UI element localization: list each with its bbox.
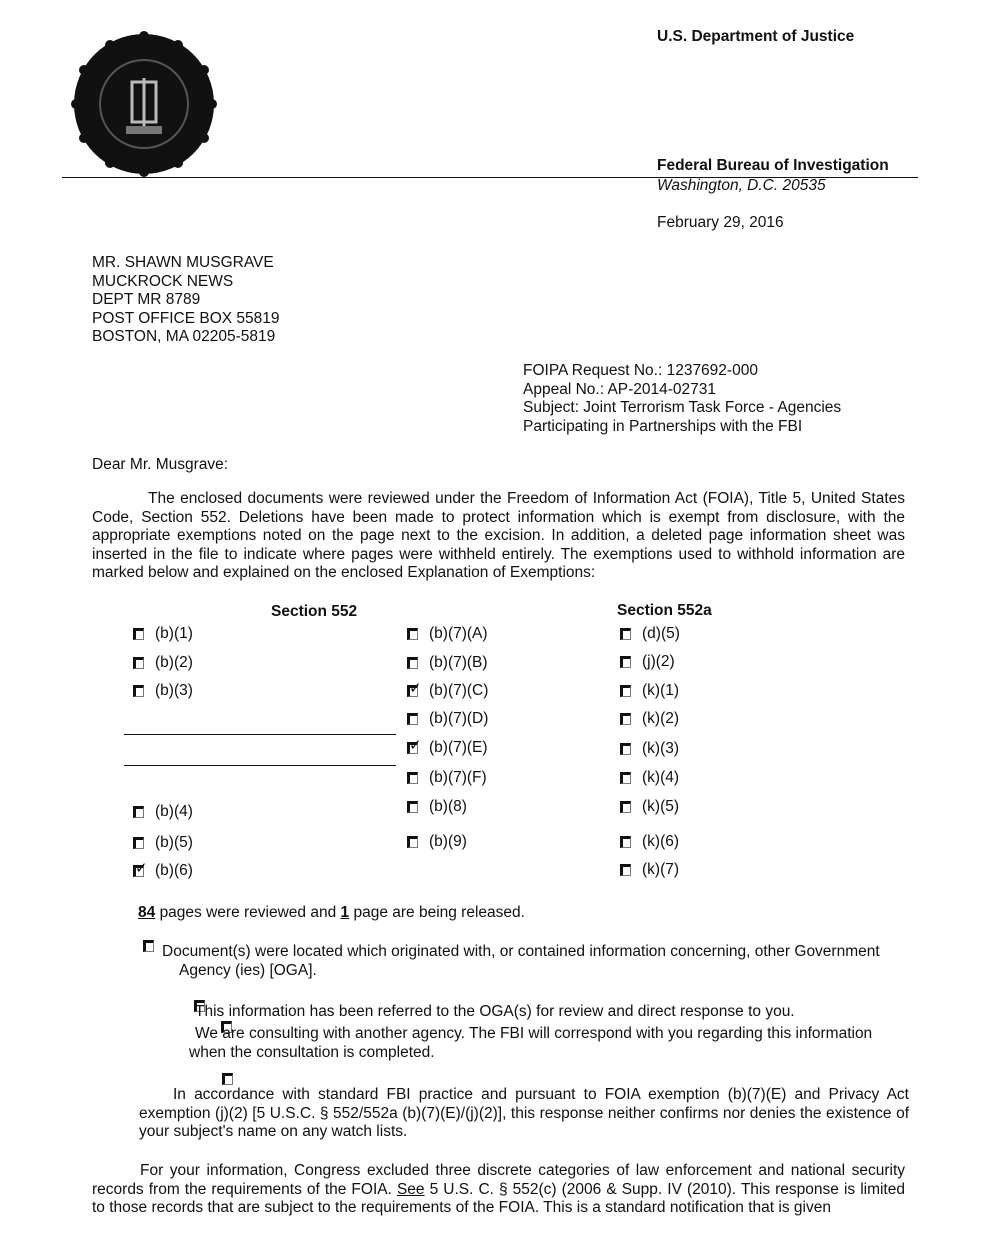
exemption-checkbox[interactable]: (k)(7)	[620, 861, 679, 879]
blank-line	[124, 734, 396, 735]
address-line: DEPT MR 8789	[92, 291, 201, 308]
exemption-checkbox[interactable]: (b)(2)	[133, 654, 193, 672]
referred-text: This information has been referred to the OGA(s) for review and direct response to you.	[195, 1003, 795, 1020]
exemption-checkbox[interactable]: (k)(6)	[620, 833, 679, 851]
address-line: BOSTON, MA 02205-5819	[92, 328, 276, 345]
oga-checkbox[interactable]	[143, 940, 154, 952]
watchlist-checkbox[interactable]	[222, 1073, 233, 1085]
exemption-checkbox[interactable]: (b)(7)(A)	[407, 625, 488, 643]
recipient-address	[92, 254, 280, 347]
exemption-checkbox[interactable]: (b)(9)	[407, 833, 467, 851]
exemption-checkbox[interactable]: (k)(4)	[620, 769, 679, 787]
exemption-checkbox[interactable]: (k)(5)	[620, 798, 679, 816]
exemption-checkbox-checked[interactable]: ✓ (b)(6)	[135, 860, 193, 879]
exemption-checkbox[interactable]: (b)(3)	[133, 682, 193, 700]
exemption-checkbox[interactable]: (j)(2)	[620, 653, 675, 671]
address-line: POST OFFICE BOX 55819	[92, 309, 280, 327]
exemption-checkbox[interactable]: (b)(7)(D)	[407, 710, 488, 728]
salutation: Dear Mr. Musgrave:	[92, 456, 229, 473]
exemption-checkbox[interactable]: (b)(7)(B)	[407, 654, 488, 672]
consulting-text: We are consulting with another agency. The FBI will correspond with you regarding this information when the consultation is completed.	[189, 1025, 873, 1061]
section-552a-heading: Section 552a	[617, 602, 712, 619]
exemption-checkbox[interactable]: (b)(8)	[407, 798, 467, 816]
intro-paragraph: The enclosed documents were reviewed under the Freedom of Information Act (FOIA), Title 5, United States Code, Section 552. Deletions have been made to protect information which is exempt from disclosure, with the appropriate exemptions noted on the page next to the excision. In addition, a deleted page information sheet was inserted in the file to indicate where pages were withheld entirely. The exemptions used to withhold information are marked below and explained on the enclosed Explanation of Exemptions:	[92, 490, 905, 581]
exemption-checkbox[interactable]: (b)(7)(F)	[407, 769, 487, 787]
subject-line-continued: Participating in Partnerships with the FBI	[523, 417, 803, 435]
exemption-checkbox-checked[interactable]: ✓ (b)(7)(E)	[409, 737, 488, 756]
blank-line	[124, 765, 396, 766]
fbi-seal-icon	[70, 30, 218, 178]
exemption-checkbox[interactable]: (k)(3)	[620, 740, 679, 758]
exemption-checkbox-checked[interactable]: ✓ (b)(7)(C)	[409, 680, 489, 699]
exemption-checkbox[interactable]: (b)(4)	[133, 803, 193, 821]
reference-block	[523, 362, 841, 436]
exemption-checkbox[interactable]: (b)(1)	[133, 625, 193, 643]
foipa-request-number: FOIPA Request No.: 1237692-000	[523, 362, 758, 379]
bureau-city: Washington, D.C. 20535	[657, 177, 826, 194]
pages-released-count: 1	[340, 904, 350, 921]
section-552-heading: Section 552	[271, 603, 358, 620]
bureau-name: Federal Bureau of Investigation	[657, 157, 889, 174]
pages-summary: 84 pages were reviewed and 1 page are being released.	[138, 904, 525, 921]
appeal-number: Appeal No.: AP-2014-02731	[523, 380, 717, 398]
watchlist-paragraph: In accordance with standard FBI practice and pursuant to FOIA exemption (b)(7)(E) and Privacy Act exemption (j)(2) [5 U.S.C. § 552/552a (b)(7)(E)/(j)(2)], this response neither confirms nor denies the existence of your subject's name on any watch lists.	[139, 1086, 909, 1140]
address-line: MR. SHAWN MUSGRAVE	[92, 254, 274, 271]
exemption-checkbox[interactable]: (d)(5)	[620, 625, 680, 643]
exemption-checkbox[interactable]: (k)(2)	[620, 710, 679, 728]
letter-date: February 29, 2016	[657, 214, 784, 231]
subject-line: Subject: Joint Terrorism Task Force - Agencies	[523, 399, 842, 416]
address-line: MUCKROCK NEWS	[92, 272, 234, 290]
exemption-checkbox[interactable]: (k)(1)	[620, 682, 679, 700]
see-reference: See	[396, 1180, 425, 1198]
exemption-checkbox[interactable]: (b)(5)	[133, 834, 193, 852]
pages-reviewed-count: 84	[138, 904, 156, 921]
department-name: U.S. Department of Justice	[657, 28, 855, 45]
congress-paragraph: For your information, Congress excluded three discrete categories of law enforcement and national security records from the requirements of the FOIA. See 5 U.S. C. § 552(c) (2006 & Supp. IV (2010). This response is limited to those records that are subject to the requirements of the FOIA. This is a standard notification that is given	[92, 1162, 905, 1216]
oga-text: Document(s) were located which originated with, or contained information concerning, other Government Agency (ies) [OGA].	[162, 943, 880, 979]
